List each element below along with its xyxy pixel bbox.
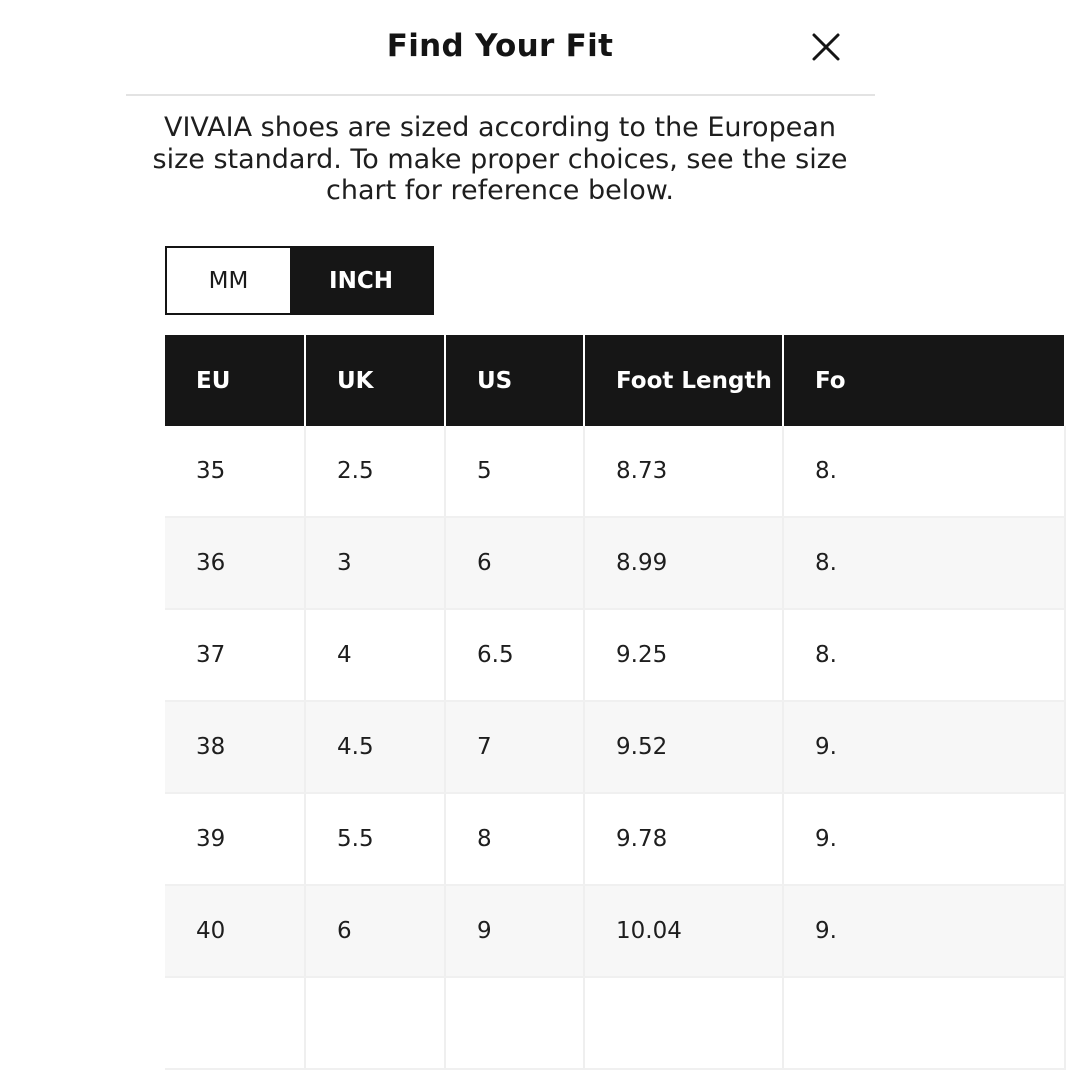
cell-foot-length: 9.25: [584, 609, 783, 701]
dialog-title: Find Your Fit: [386, 28, 614, 64]
cell-eu: [165, 977, 305, 1069]
cell-foot-length: 10.04: [584, 885, 783, 977]
table-row: [165, 793, 1065, 885]
cell-eu: 36: [165, 517, 305, 609]
unit-option-inch[interactable]: INCH: [290, 248, 432, 313]
cell-foot-length: 8.73: [584, 426, 783, 517]
cell-us: 7: [445, 701, 584, 793]
table-row: [165, 977, 1065, 1069]
close-button[interactable]: [809, 30, 843, 64]
size-table: [165, 335, 1066, 1070]
cell-uk: 6: [305, 885, 445, 977]
cell-us: 5: [445, 426, 584, 517]
size-table-scroller[interactable]: [165, 335, 846, 1000]
cell-us: 8: [445, 793, 584, 885]
column-header-uk: UK: [305, 335, 445, 426]
table-row: [165, 517, 1065, 609]
table-row: [165, 701, 1065, 793]
cell-truncated: 8.: [783, 517, 1065, 609]
cell-us: [445, 977, 584, 1069]
cell-foot-length: 8.99: [584, 517, 783, 609]
cell-uk: 4: [305, 609, 445, 701]
unit-option-mm[interactable]: MM: [167, 248, 290, 313]
cell-uk: 5.5: [305, 793, 445, 885]
cell-truncated: 8.: [783, 426, 1065, 517]
cell-foot-length: [584, 977, 783, 1069]
table-row: [165, 885, 1065, 977]
column-header-us: US: [445, 335, 584, 426]
cell-eu: 40: [165, 885, 305, 977]
unit-toggle: [165, 246, 434, 315]
cell-foot-length: 9.52: [584, 701, 783, 793]
cell-us: 6.5: [445, 609, 584, 701]
cell-uk: [305, 977, 445, 1069]
cell-uk: 3: [305, 517, 445, 609]
cell-truncated: 8.: [783, 609, 1065, 701]
cell-uk: 4.5: [305, 701, 445, 793]
column-header-truncated: Fo: [783, 335, 1065, 426]
header-divider: [126, 94, 875, 96]
cell-eu: 35: [165, 426, 305, 517]
column-header-foot-length: Foot Length: [584, 335, 783, 426]
table-row: [165, 609, 1065, 701]
cell-truncated: 9.: [783, 701, 1065, 793]
intro-text: VIVAIA shoes are sized according to the European size standard. To make proper choices, see the size chart for reference below.: [152, 112, 848, 206]
close-icon: [809, 30, 843, 64]
column-header-eu: EU: [165, 335, 305, 426]
cell-truncated: [783, 977, 1065, 1069]
cell-us: 9: [445, 885, 584, 977]
cell-uk: 2.5: [305, 426, 445, 517]
cell-eu: 37: [165, 609, 305, 701]
cell-truncated: 9.: [783, 885, 1065, 977]
table-row: [165, 426, 1065, 517]
cell-eu: 38: [165, 701, 305, 793]
cell-eu: 39: [165, 793, 305, 885]
cell-us: 6: [445, 517, 584, 609]
cell-foot-length: 9.78: [584, 793, 783, 885]
cell-truncated: 9.: [783, 793, 1065, 885]
table-header-row: [165, 335, 1065, 426]
